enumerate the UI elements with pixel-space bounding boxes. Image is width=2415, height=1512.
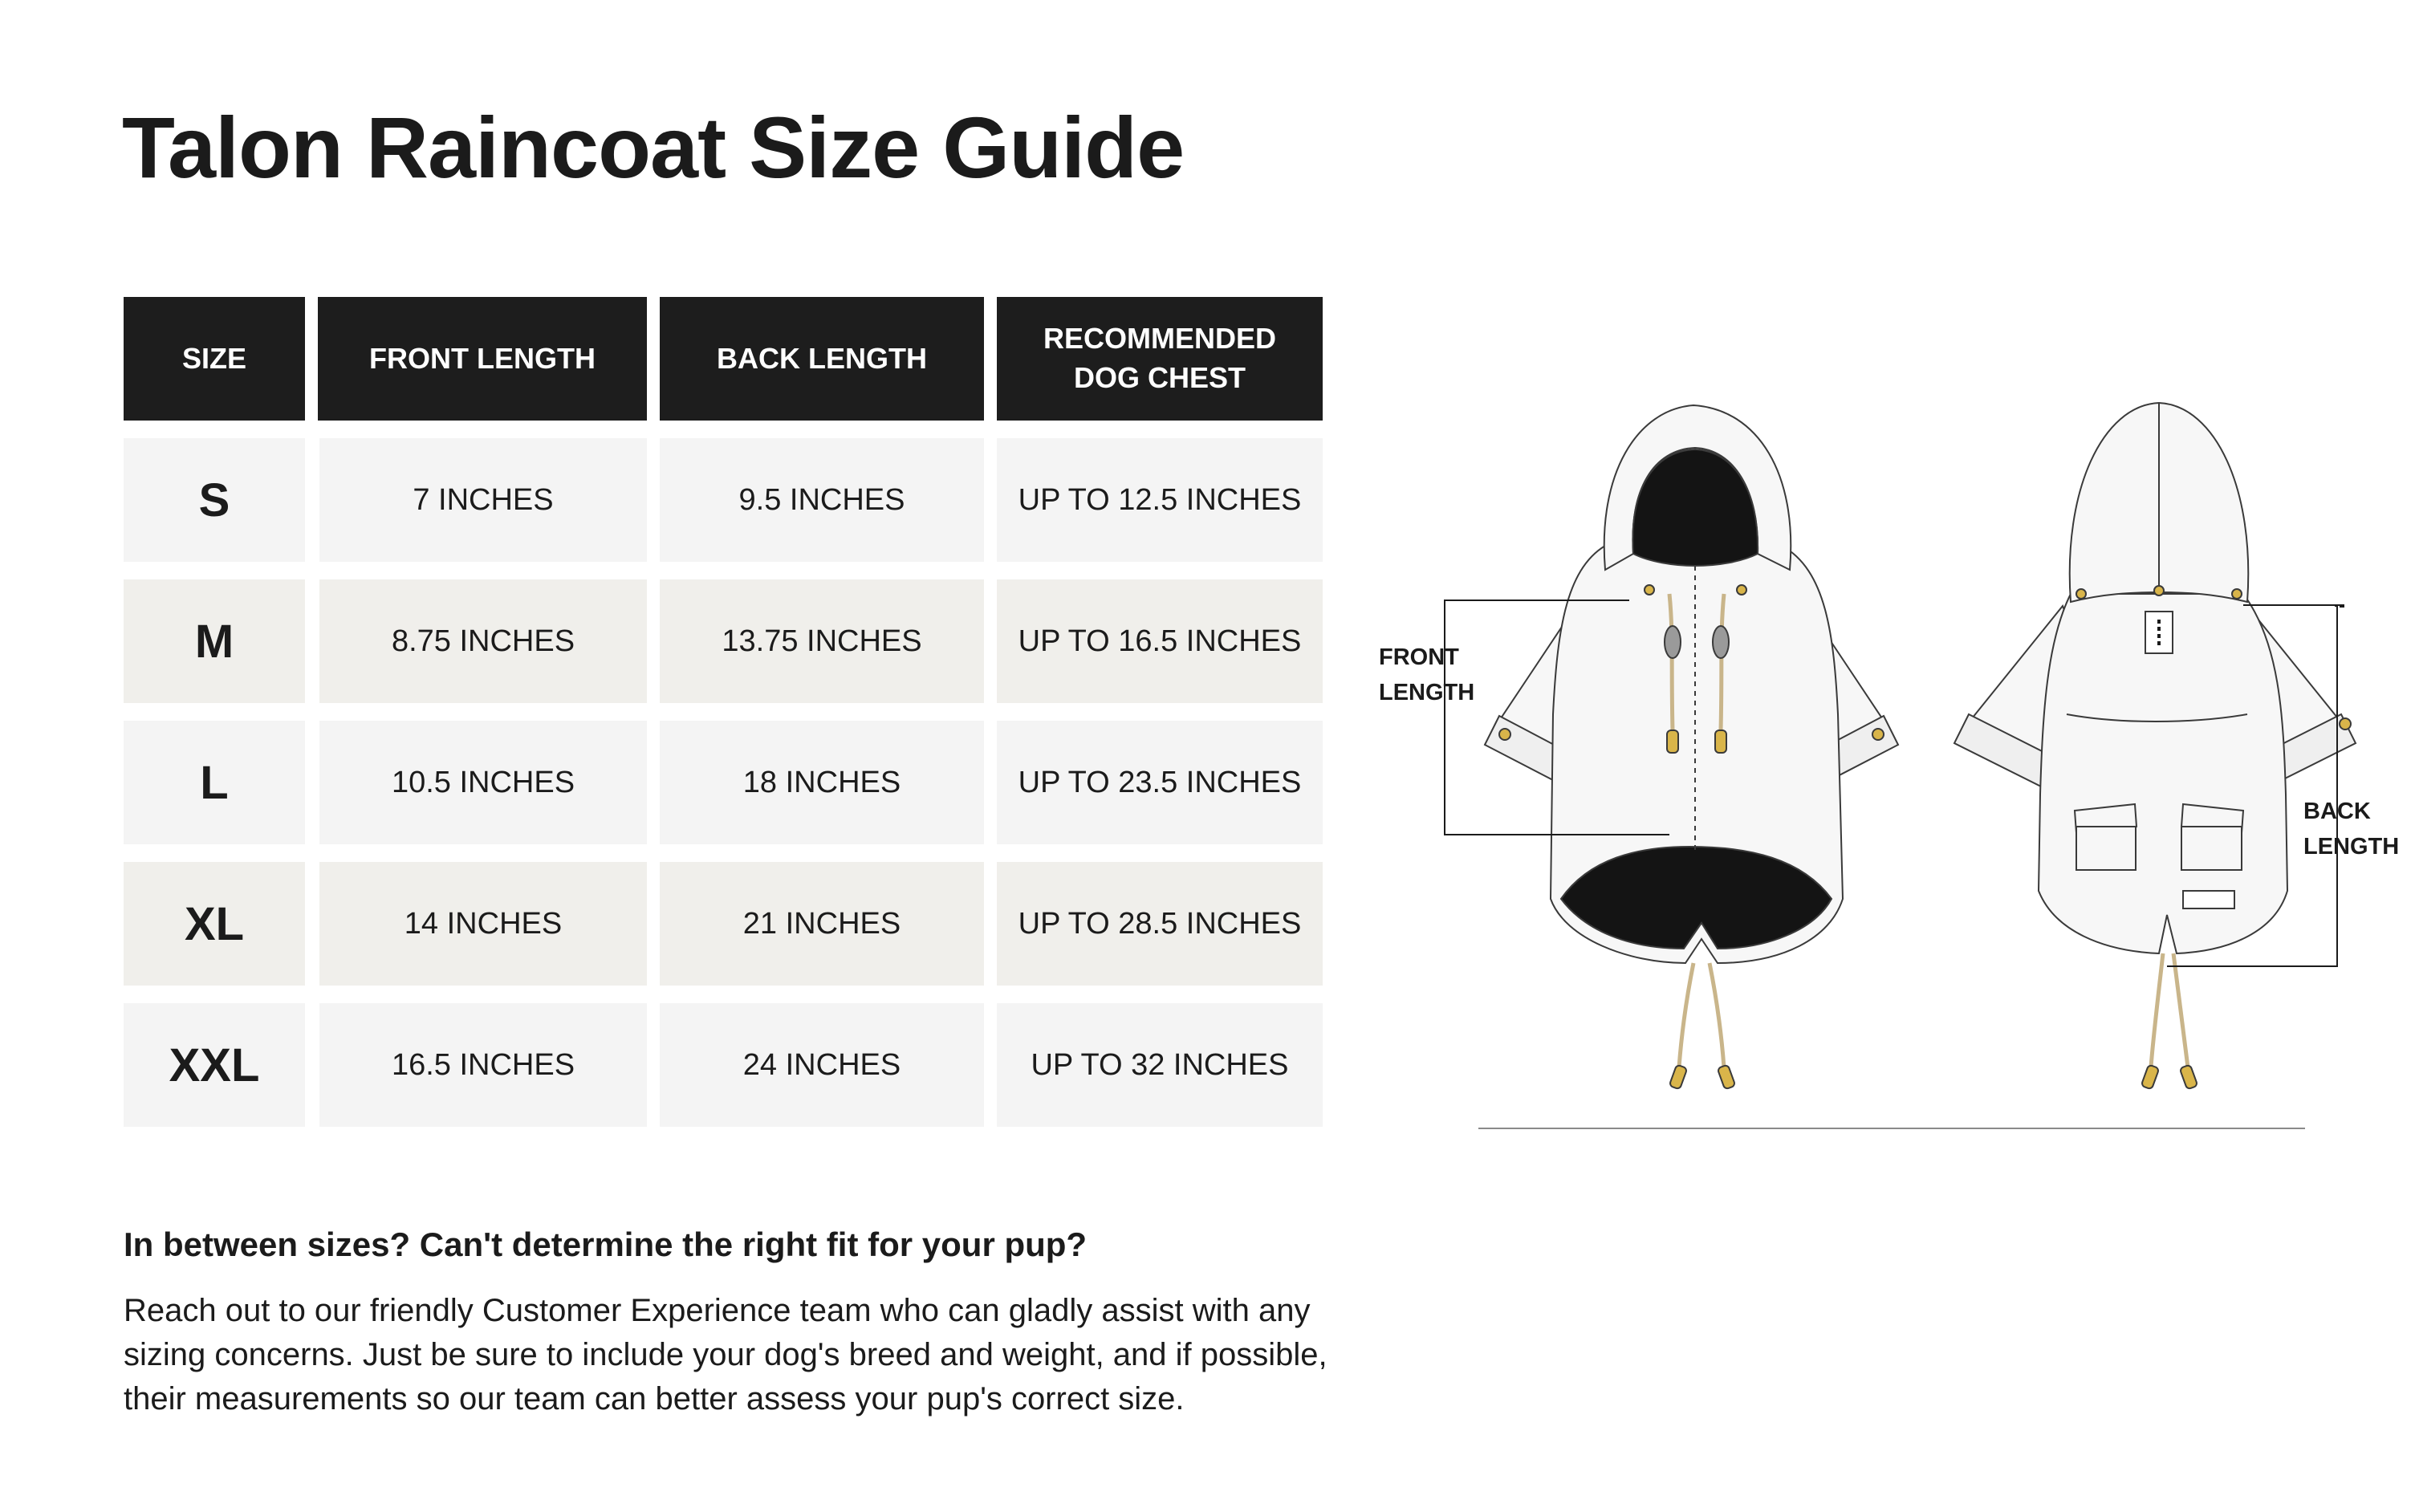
back-length-label-line1: BACK — [2303, 799, 2371, 824]
front-length-cell-m: 8.75 INCHES — [319, 579, 647, 703]
header-size: SIZE — [124, 297, 305, 421]
front-length-cell-xl: 14 INCHES — [319, 862, 647, 986]
sizing-help-line1: Reach out to our friendly Customer Experience team who can gladly assist with any — [124, 1293, 1311, 1328]
back-length-cell-xl: 21 INCHES — [660, 862, 984, 986]
back-length-cell-s: 9.5 INCHES — [660, 438, 984, 562]
front-length-cell-xxl: 16.5 INCHES — [319, 1003, 647, 1127]
header-recommended-dog-chest — [997, 297, 1323, 421]
header-chest-line2: DOG CHEST — [1073, 361, 1246, 394]
raincoat-diagram — [1364, 377, 2415, 1148]
size-cell-xxl: XXL — [124, 1003, 305, 1127]
chest-cell-xxl: UP TO 32 INCHES — [997, 1003, 1323, 1127]
size-cell-xl: XL — [124, 862, 305, 986]
size-cell-s: S — [124, 438, 305, 562]
back-length-cell-l: 18 INCHES — [660, 721, 984, 844]
header-back-length: BACK LENGTH — [660, 297, 984, 421]
front-length-cell-s: 7 INCHES — [319, 438, 647, 562]
sizing-help-text — [124, 1289, 1488, 1421]
size-cell-l: L — [124, 721, 305, 844]
front-length-label-line2: LENGTH — [1379, 680, 1475, 705]
front-length-label-line1: FRONT — [1379, 644, 1459, 670]
chest-cell-m: UP TO 16.5 INCHES — [997, 579, 1323, 703]
back-length-label-line2: LENGTH — [2303, 834, 2400, 860]
header-chest-line1: RECOMMENDED — [1043, 322, 1276, 356]
sizing-help-heading: In between sizes? Can't determine the right fit for your pup? — [124, 1225, 1088, 1263]
raincoat-front-icon — [1485, 405, 1898, 1090]
sizing-help-line3: their measurements so our team can better assess your pup's correct size. — [124, 1381, 1185, 1416]
sizing-help-line2: sizing concerns. Just be sure to include your dog's breed and weight, and if possible, — [124, 1337, 1327, 1372]
header-front-length: FRONT LENGTH — [318, 297, 647, 421]
size-cell-m: M — [124, 579, 305, 703]
raincoat-back-icon — [1954, 403, 2356, 1090]
back-length-cell-m: 13.75 INCHES — [660, 579, 984, 703]
back-length-cell-xxl: 24 INCHES — [660, 1003, 984, 1127]
chest-cell-s: UP TO 12.5 INCHES — [997, 438, 1323, 562]
size-table — [124, 297, 1323, 1128]
front-length-cell-l: 10.5 INCHES — [319, 721, 647, 844]
chest-cell-l: UP TO 23.5 INCHES — [997, 721, 1323, 844]
page-title: Talon Raincoat Size Guide — [122, 99, 1185, 196]
chest-cell-xl: UP TO 28.5 INCHES — [997, 862, 1323, 986]
